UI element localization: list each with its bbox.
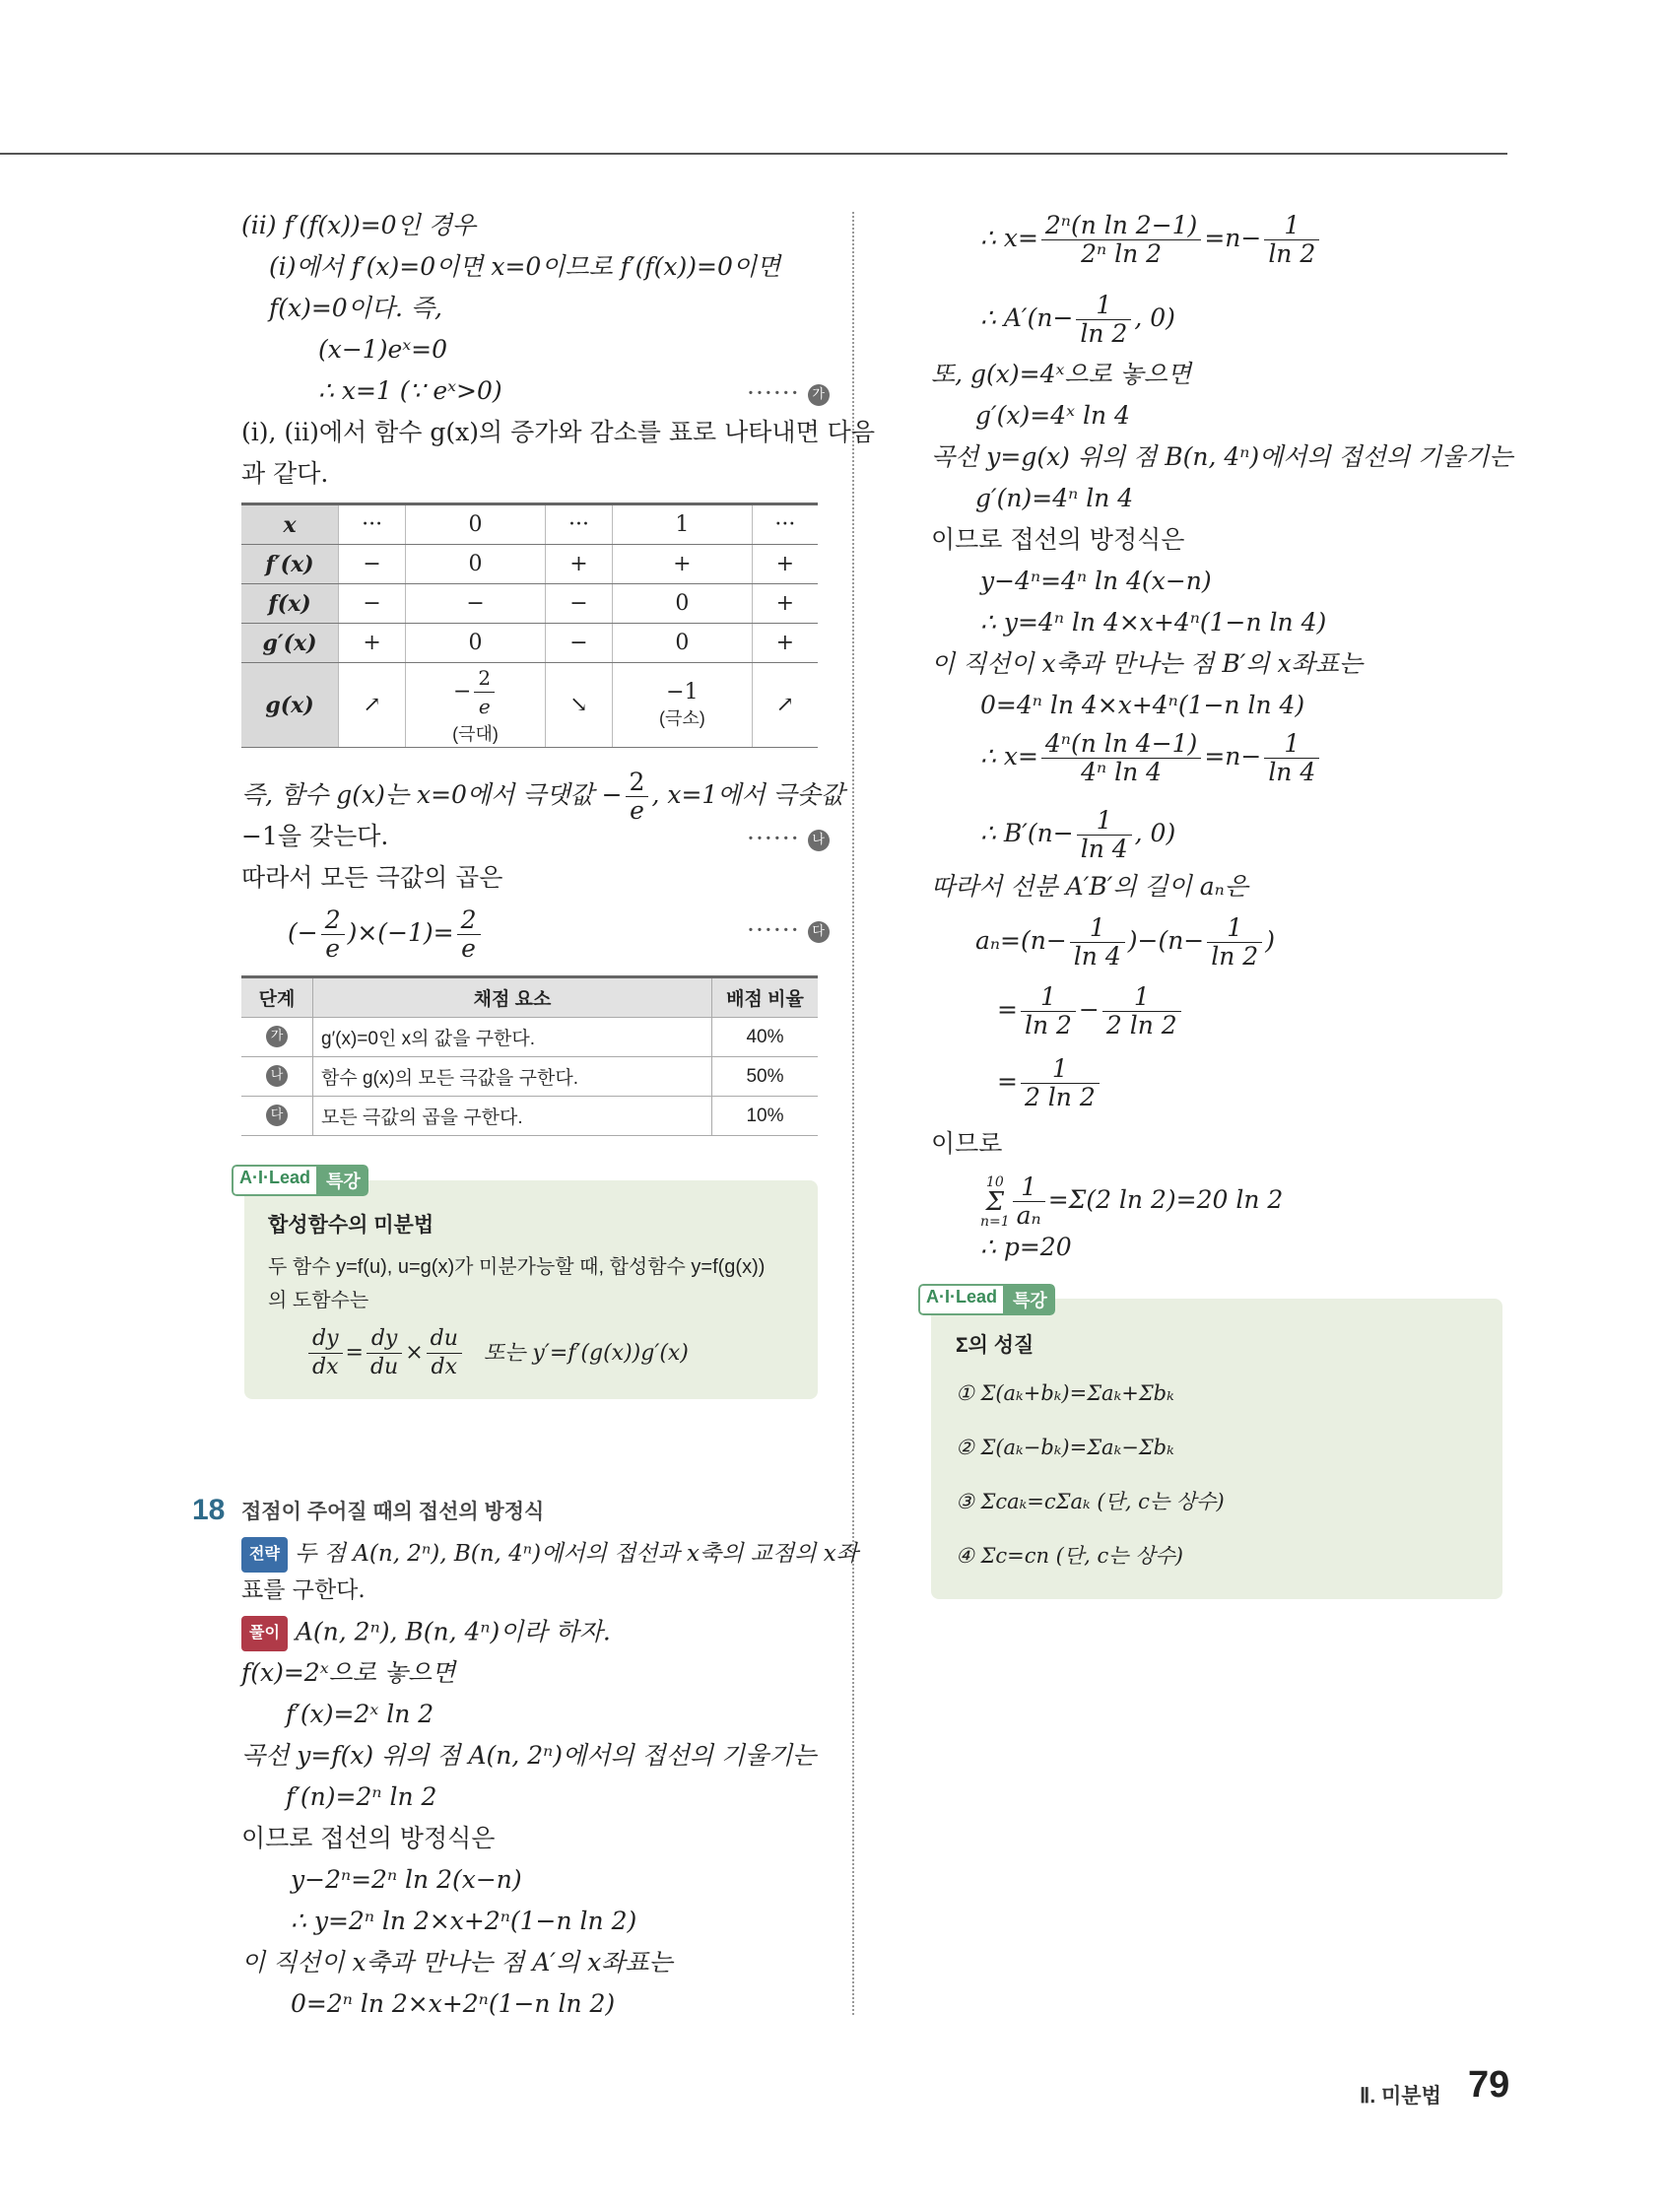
solution-line: f(x)=2ˣ으로 놓으면 [241, 1658, 456, 1687]
table-cell: − [545, 624, 612, 663]
fraction [1041, 730, 1201, 786]
fraction [308, 1325, 343, 1381]
table-row [241, 584, 818, 624]
formula-tail: 또는 y′=f′(g(x))g′(x) [483, 1340, 689, 1366]
solution-line: 곡선 y=f(x) 위의 점 A(n, 2ⁿ)에서의 접선의 기울기는 [241, 1741, 817, 1770]
case2-line1: (i)에서 f′(x)=0이면 x=0이므로 f′(f(x))=0이면 [269, 252, 781, 281]
an-line-2 [997, 980, 1184, 1039]
frac-den: 4ⁿ ln 4 [1081, 758, 1163, 786]
an-part-c: ) [1265, 926, 1275, 955]
frac-num: 1 [1070, 914, 1125, 943]
strategy-label: 전략 [241, 1537, 288, 1573]
fraction [457, 906, 481, 963]
fraction [1021, 1055, 1100, 1111]
frac-num: 1 [1264, 730, 1319, 759]
tag-brand: A·I·Lead [918, 1284, 1005, 1315]
frac-num: dy [308, 1325, 343, 1354]
frac-den: ln 2 [1080, 319, 1128, 348]
score-ratio: 10% [712, 1097, 819, 1136]
table-intro-2: 과 같다. [241, 459, 329, 488]
right-line: y−4ⁿ=4ⁿ ln 4(x−n) [980, 567, 1212, 595]
table-row [241, 663, 818, 748]
strategy-line2: 표를 구한다. [241, 1577, 366, 1603]
right-line: 또, g(x)=4ˣ으로 놓으면 [931, 360, 1192, 388]
step-marker-ga: 가 [808, 384, 830, 406]
mark-da: ······ 다 [747, 914, 830, 946]
expr-part-a: (− [288, 918, 318, 947]
fraction [321, 906, 345, 963]
frac-num: 1 [1077, 807, 1132, 836]
fraction [1207, 914, 1262, 971]
table-row [241, 1018, 818, 1057]
point-b: , 0) [1134, 303, 1175, 332]
frac-num: dy [367, 1325, 402, 1354]
eq-lhs: ∴ x= [980, 742, 1038, 771]
table-cell: 0 [406, 624, 546, 663]
score-ratio: 50% [712, 1057, 819, 1097]
min-label: (극소) [658, 708, 705, 728]
tip-line1: 두 함수 y=f(u), u=g(x)가 미분가능할 때, 합성함수 y=f(g(x)) [268, 1256, 766, 1278]
tip-title: Σ의 성질 [956, 1334, 1034, 1357]
frac-den: e [630, 796, 644, 825]
row-label: g(x) [241, 663, 339, 748]
frac-den: dx [431, 1355, 458, 1379]
table-row [241, 1057, 818, 1097]
table-cell: ↗ [339, 663, 406, 748]
table-cell-min [613, 663, 753, 748]
table-row [241, 545, 818, 584]
product-intro: 따라서 모든 극값의 곱은 [241, 863, 503, 892]
frac-den: ln 2 [1024, 1011, 1072, 1039]
solution-line: 이므로 접선의 방정식은 [241, 1824, 496, 1852]
tip-line2: 의 도함수는 [268, 1290, 369, 1311]
sum-operator [980, 1175, 1010, 1229]
table-cell: − [406, 584, 546, 624]
minus-sign: − [452, 679, 472, 704]
case2-line3: (x−1)eˣ=0 [318, 335, 447, 364]
table-cell: + [613, 545, 753, 584]
sum-rhs: =Σ(2 ln 2)=20 ln 2 [1047, 1185, 1284, 1214]
case2-line2: f(x)=0이다. 즉, [269, 294, 443, 322]
table-header-cell: ··· [752, 504, 818, 545]
point-a: ∴ A′(n− [980, 303, 1074, 332]
table-cell: ↘ [545, 663, 612, 748]
eq-mid: =n− [1204, 224, 1262, 252]
eq-sign: = [997, 1067, 1018, 1096]
right-line: 0=4ⁿ ln 4×x+4ⁿ(1−n ln 4) [980, 691, 1305, 719]
frac-den: e [478, 695, 491, 718]
table-header-cell: 0 [406, 504, 546, 545]
table-cell: − [339, 584, 406, 624]
right-line: 이 직선이 x축과 만나는 점 B′의 x좌표는 [931, 649, 1364, 678]
tip-tag [918, 1284, 1055, 1315]
table-cell: 0 [613, 584, 753, 624]
case2-heading: (ii) f′(f(x))=0인 경우 [241, 211, 476, 239]
footer-section: Ⅱ. 미분법 [1360, 2085, 1441, 2108]
an-line-3 [997, 1052, 1102, 1111]
sum-upper: 10 [985, 1173, 1004, 1190]
point-b: , 0) [1134, 819, 1176, 847]
minus-sign: − [1078, 995, 1100, 1024]
answer-line: ∴ p=20 [980, 1233, 1072, 1261]
frac-num: 2 [321, 906, 345, 935]
frac-den: e [325, 934, 341, 963]
sigma-property: ① Σ(aₖ+bₖ)=Σaₖ+Σbₖ [956, 1381, 1174, 1405]
step-marker: 나 [266, 1065, 288, 1087]
solution-line: f′(x)=2ˣ ln 2 [286, 1700, 434, 1728]
point-a: ∴ B′(n− [980, 819, 1074, 847]
frac-num: 1 [1102, 983, 1181, 1012]
row-label: f′(x) [241, 545, 339, 584]
table-cell: − [545, 584, 612, 624]
case2-line4: ∴ x=1 (∵ eˣ>0) [318, 376, 502, 405]
tip-title: 합성함수의 미분법 [268, 1214, 434, 1237]
right-line: 곡선 y=g(x) 위의 점 B(n, 4ⁿ)에서의 접선의 기울기는 [931, 442, 1513, 471]
solution-line: 이 직선이 x축과 만나는 점 A′의 x좌표는 [241, 1948, 673, 1977]
sigma-property: ③ Σcaₖ=cΣaₖ (단, c는 상수) [956, 1490, 1225, 1513]
table-cell-max [406, 663, 546, 748]
expr-part-b: )×(−1)= [347, 918, 454, 947]
min-value: −1 [666, 680, 699, 704]
table-header-x: x [241, 504, 339, 545]
table-cell: 0 [613, 624, 753, 663]
table-cell: + [752, 624, 818, 663]
table-row [241, 624, 818, 663]
right-line: 이므로 접선의 방정식은 [931, 525, 1185, 554]
fraction [1013, 1173, 1045, 1230]
fraction [474, 664, 495, 720]
score-ratio: 40% [712, 1018, 819, 1057]
page-number: 79 [1468, 2064, 1510, 2106]
tag-label: 특강 [318, 1165, 368, 1196]
Bprime-point [980, 804, 1175, 863]
solution-line: f′(n)=2ⁿ ln 2 [286, 1782, 437, 1811]
frac-num: 1 [1013, 1173, 1045, 1202]
fraction [1041, 212, 1201, 268]
an-line-1 [975, 911, 1275, 971]
fraction [427, 1325, 462, 1381]
frac-num: 1 [1021, 983, 1076, 1012]
imeuro: 이므로 [931, 1129, 1003, 1158]
length-intro: 따라서 선분 A′B′의 길이 aₙ은 [931, 872, 1248, 901]
frac-num: 1 [1021, 1055, 1100, 1084]
fraction [1102, 983, 1181, 1039]
score-header-step: 단계 [241, 977, 313, 1018]
frac-den: ln 4 [1268, 758, 1316, 786]
fraction [1070, 914, 1125, 971]
solution-line [241, 1616, 611, 1651]
fraction [1021, 983, 1076, 1039]
frac-num: du [427, 1325, 462, 1354]
right-line: g′(n)=4ⁿ ln 4 [975, 484, 1134, 512]
frac-den: du [369, 1355, 399, 1379]
frac-den: ln 4 [1073, 942, 1121, 971]
frac-num: 2 [626, 769, 649, 797]
table-cell: − [339, 545, 406, 584]
top-rule [0, 153, 1507, 155]
table-cell: 0 [406, 545, 546, 584]
frac-den: 2 ln 2 [1024, 1083, 1096, 1111]
sum-equation [980, 1171, 1283, 1230]
step-marker-na: 나 [808, 830, 830, 851]
strategy-line1 [241, 1537, 858, 1573]
frac-den: aₙ [1016, 1201, 1041, 1230]
frac-num: 1 [1207, 914, 1262, 943]
chain-rule-formula: $\frac{dy}{dx}$ = $\frac{dy}{du}$ × $\frac{du}{dx}$ 또는 y′=f′(g(x))g′(x) [305, 1325, 689, 1381]
score-header-ratio: 배점 비율 [712, 977, 819, 1018]
solution-line: ∴ y=2ⁿ ln 2×x+2ⁿ(1−n ln 2) [291, 1907, 637, 1935]
fraction [1264, 730, 1319, 786]
frac-den: ln 2 [1268, 239, 1316, 268]
tag-label: 특강 [1005, 1284, 1055, 1315]
column-divider [852, 212, 854, 2015]
fraction [1076, 292, 1131, 348]
frac-den: 2ⁿ ln 2 [1081, 239, 1163, 268]
tip-tag [232, 1165, 368, 1196]
solution-label: 풀이 [241, 1616, 288, 1651]
table-intro-1: (i), (ii)에서 함수 g(x)의 증가와 감소를 표로 나타내면 다음 [241, 418, 875, 446]
xB-equation [980, 727, 1322, 786]
table-cell: + [752, 545, 818, 584]
max-label: (극대) [452, 724, 499, 744]
an-part-b: )−(n− [1127, 926, 1205, 955]
sigma-property: ④ Σc=cn (단, c는 상수) [956, 1544, 1183, 1568]
frac-num: 2 [474, 664, 495, 693]
solution-text: A(n, 2ⁿ), B(n, 4ⁿ)이라 하자. [295, 1617, 611, 1646]
step-marker: 가 [266, 1026, 288, 1047]
frac-den: ln 4 [1080, 835, 1128, 863]
row-label: f(x) [241, 584, 339, 624]
eq-lhs: ∴ x= [980, 224, 1038, 252]
fraction [367, 1325, 402, 1381]
mark-na: ······ 나 [747, 823, 830, 854]
frac-num: 1 [1264, 212, 1319, 240]
frac-den: ln 2 [1211, 942, 1259, 971]
xA-equation [980, 209, 1322, 268]
frac-den: dx [312, 1355, 339, 1379]
table-header-cell: 1 [613, 504, 753, 545]
scoring-table [241, 975, 818, 1136]
score-item: g′(x)=0인 x의 값을 구한다. [313, 1018, 712, 1057]
conclusion-text-a: 즉, 함수 g(x)는 x=0에서 극댓값 − [241, 780, 623, 809]
eq-sign: = [997, 995, 1018, 1024]
sigma: Σ [985, 1186, 1005, 1217]
Aprime-point [980, 289, 1175, 348]
fraction [1264, 212, 1319, 268]
an-part-a: aₙ=(n− [975, 926, 1067, 955]
sum-lower: n=1 [980, 1213, 1010, 1230]
score-item: 함수 g(x)의 모든 극값을 구한다. [313, 1057, 712, 1097]
frac-num: 4ⁿ(n ln 4−1) [1041, 730, 1201, 759]
increase-decrease-table [241, 503, 818, 748]
table-cell: + [339, 624, 406, 663]
solution-line: y−2ⁿ=2ⁿ ln 2(x−n) [291, 1865, 522, 1894]
row-label: g′(x) [241, 624, 339, 663]
conclusion-line-1 [241, 769, 844, 825]
problem-number: 18 [192, 1494, 226, 1526]
frac-num: 2 [457, 906, 481, 935]
step-marker: 다 [266, 1105, 288, 1126]
tag-brand: A·I·Lead [232, 1165, 318, 1196]
solution-line: 0=2ⁿ ln 2×x+2ⁿ(1−n ln 2) [291, 1989, 616, 2018]
product-expression [288, 906, 484, 963]
table-row [241, 1097, 818, 1136]
right-line: ∴ y=4ⁿ ln 4×x+4ⁿ(1−n ln 4) [980, 608, 1327, 637]
fraction [626, 769, 649, 825]
eq-mid: =n− [1204, 742, 1262, 771]
right-line: g′(x)=4ˣ ln 4 [975, 401, 1130, 430]
frac-den: 2 ln 2 [1105, 1011, 1177, 1039]
table-cell: ↗ [752, 663, 818, 748]
score-header-item: 채점 요소 [313, 977, 712, 1018]
problem-title: 접점이 주어질 때의 접선의 방정식 [241, 1501, 545, 1523]
frac-den: e [461, 934, 476, 963]
score-item: 모든 극값의 곱을 구한다. [313, 1097, 712, 1136]
table-cell: + [545, 545, 612, 584]
strategy-text: 두 점 A(n, 2ⁿ), B(n, 4ⁿ)에서의 접선과 x축의 교점의 x좌 [295, 1541, 858, 1567]
table-header-cell: ··· [339, 504, 406, 545]
frac-num: 1 [1076, 292, 1131, 320]
conclusion-text-b: , x=1에서 극솟값 [651, 780, 844, 809]
table-header-cell: ··· [545, 504, 612, 545]
table-cell: + [752, 584, 818, 624]
conclusion-line-2: −1을 갖는다. [241, 822, 389, 850]
fraction [1077, 807, 1132, 863]
sigma-property: ② Σ(aₖ−bₖ)=Σaₖ−Σbₖ [956, 1436, 1174, 1459]
frac-num: 2ⁿ(n ln 2−1) [1041, 212, 1201, 240]
step-marker-da: 다 [808, 921, 830, 943]
mark-ga: ······ 가 [747, 377, 830, 409]
